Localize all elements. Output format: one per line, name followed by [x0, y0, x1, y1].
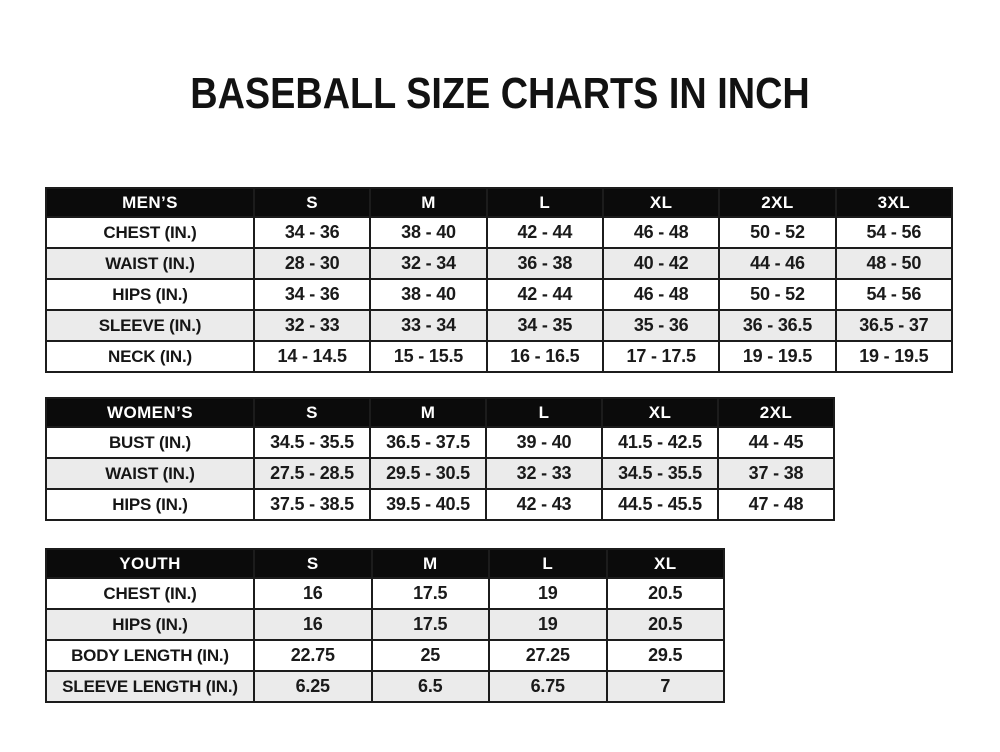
size-value-cell: 38 - 40	[370, 217, 486, 248]
size-value-cell: 42 - 44	[487, 279, 603, 310]
size-value-cell: 33 - 34	[370, 310, 486, 341]
size-value-cell: 19	[489, 578, 607, 609]
size-value-cell: 32 - 34	[370, 248, 486, 279]
size-value-cell: 20.5	[607, 578, 725, 609]
size-value-cell: 47 - 48	[718, 489, 834, 520]
size-value-cell: 34 - 36	[254, 217, 370, 248]
table-group-title: WOMEN’S	[46, 398, 254, 427]
size-value-cell: 54 - 56	[836, 279, 952, 310]
size-value-cell: 6.5	[372, 671, 490, 702]
header-row	[46, 188, 952, 217]
size-value-cell: 50 - 52	[719, 217, 835, 248]
row-label: CHEST (IN.)	[46, 217, 254, 248]
size-column-header: L	[487, 188, 603, 217]
size-value-cell: 34.5 - 35.5	[254, 427, 370, 458]
size-value-cell: 19	[489, 609, 607, 640]
size-value-cell: 17 - 17.5	[603, 341, 719, 372]
row-label: SLEEVE LENGTH (IN.)	[46, 671, 254, 702]
size-value-cell: 17.5	[372, 609, 490, 640]
row-label: BODY LENGTH (IN.)	[46, 640, 254, 671]
size-value-cell: 14 - 14.5	[254, 341, 370, 372]
size-value-cell: 44 - 45	[718, 427, 834, 458]
size-value-cell: 32 - 33	[486, 458, 602, 489]
size-value-cell: 36.5 - 37.5	[370, 427, 486, 458]
size-column-header: M	[370, 398, 486, 427]
size-column-header: XL	[603, 188, 719, 217]
size-value-cell: 34 - 36	[254, 279, 370, 310]
row-label: SLEEVE (IN.)	[46, 310, 254, 341]
table-row	[46, 279, 952, 310]
size-value-cell: 39.5 - 40.5	[370, 489, 486, 520]
size-value-cell: 19 - 19.5	[719, 341, 835, 372]
page-title: BASEBALL SIZE CHARTS IN INCH	[190, 69, 810, 118]
table-row	[46, 427, 834, 458]
size-value-cell: 28 - 30	[254, 248, 370, 279]
size-value-cell: 29.5 - 30.5	[370, 458, 486, 489]
size-value-cell: 6.25	[254, 671, 372, 702]
size-value-cell: 44.5 - 45.5	[602, 489, 718, 520]
size-value-cell: 36 - 38	[487, 248, 603, 279]
size-value-cell: 7	[607, 671, 725, 702]
mens-size-table	[45, 187, 953, 373]
table-row	[46, 310, 952, 341]
table-group-title: YOUTH	[46, 549, 254, 578]
youth-size-table	[45, 548, 725, 703]
table-row	[46, 458, 834, 489]
size-value-cell: 15 - 15.5	[370, 341, 486, 372]
size-column-header: L	[489, 549, 607, 578]
size-value-cell: 19 - 19.5	[836, 341, 952, 372]
size-value-cell: 39 - 40	[486, 427, 602, 458]
size-value-cell: 16	[254, 578, 372, 609]
table-row	[46, 640, 724, 671]
size-column-header: M	[370, 188, 486, 217]
size-column-header: XL	[602, 398, 718, 427]
size-value-cell: 34 - 35	[487, 310, 603, 341]
table-row	[46, 609, 724, 640]
size-value-cell: 46 - 48	[603, 217, 719, 248]
size-value-cell: 32 - 33	[254, 310, 370, 341]
size-value-cell: 20.5	[607, 609, 725, 640]
size-value-cell: 17.5	[372, 578, 490, 609]
size-column-header: 2XL	[719, 188, 835, 217]
table-row	[46, 489, 834, 520]
row-label: NECK (IN.)	[46, 341, 254, 372]
size-value-cell: 41.5 - 42.5	[602, 427, 718, 458]
row-label: HIPS (IN.)	[46, 489, 254, 520]
size-value-cell: 34.5 - 35.5	[602, 458, 718, 489]
size-value-cell: 46 - 48	[603, 279, 719, 310]
size-value-cell: 38 - 40	[370, 279, 486, 310]
size-value-cell: 16 - 16.5	[487, 341, 603, 372]
size-value-cell: 35 - 36	[603, 310, 719, 341]
size-column-header: 2XL	[718, 398, 834, 427]
size-value-cell: 37.5 - 38.5	[254, 489, 370, 520]
size-value-cell: 42 - 44	[487, 217, 603, 248]
size-value-cell: 54 - 56	[836, 217, 952, 248]
row-label: BUST (IN.)	[46, 427, 254, 458]
size-value-cell: 50 - 52	[719, 279, 835, 310]
size-value-cell: 16	[254, 609, 372, 640]
size-value-cell: 29.5	[607, 640, 725, 671]
header-row	[46, 398, 834, 427]
size-column-header: S	[254, 188, 370, 217]
size-value-cell: 48 - 50	[836, 248, 952, 279]
size-value-cell: 36 - 36.5	[719, 310, 835, 341]
size-value-cell: 37 - 38	[718, 458, 834, 489]
size-column-header: 3XL	[836, 188, 952, 217]
row-label: WAIST (IN.)	[46, 248, 254, 279]
table-row	[46, 578, 724, 609]
size-value-cell: 40 - 42	[603, 248, 719, 279]
size-column-header: S	[254, 398, 370, 427]
size-value-cell: 6.75	[489, 671, 607, 702]
table-row	[46, 248, 952, 279]
row-label: CHEST (IN.)	[46, 578, 254, 609]
size-value-cell: 36.5 - 37	[836, 310, 952, 341]
size-column-header: L	[486, 398, 602, 427]
table-row	[46, 217, 952, 248]
size-value-cell: 25	[372, 640, 490, 671]
size-column-header: M	[372, 549, 490, 578]
size-value-cell: 22.75	[254, 640, 372, 671]
size-value-cell: 42 - 43	[486, 489, 602, 520]
womens-size-table	[45, 397, 835, 521]
header-row	[46, 549, 724, 578]
table-row	[46, 341, 952, 372]
size-column-header: XL	[607, 549, 725, 578]
row-label: HIPS (IN.)	[46, 609, 254, 640]
size-value-cell: 27.25	[489, 640, 607, 671]
table-row	[46, 671, 724, 702]
row-label: HIPS (IN.)	[46, 279, 254, 310]
table-group-title: MEN’S	[46, 188, 254, 217]
size-column-header: S	[254, 549, 372, 578]
size-value-cell: 27.5 - 28.5	[254, 458, 370, 489]
size-value-cell: 44 - 46	[719, 248, 835, 279]
row-label: WAIST (IN.)	[46, 458, 254, 489]
